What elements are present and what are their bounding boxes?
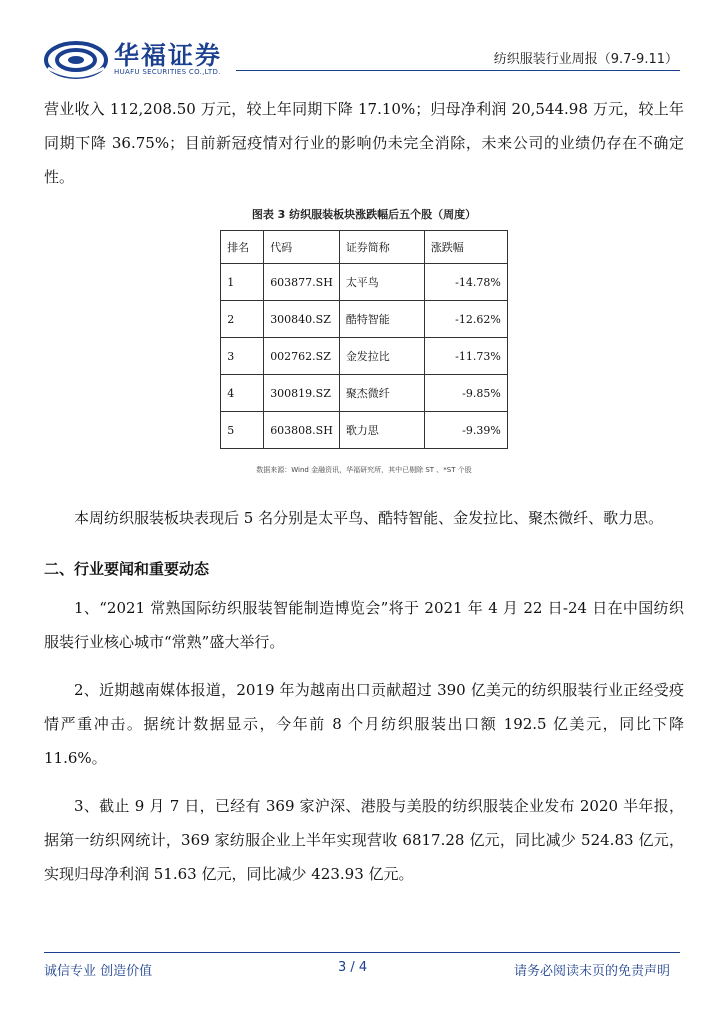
summary-paragraph: 本周纺织服装板块表现后 5 名分别是太平鸟、酷特智能、金发拉比、聚杰微纤、歌力思。: [74, 509, 664, 527]
name-cell: 酷特智能: [339, 301, 424, 338]
footer-divider: [44, 952, 680, 953]
document-body: [44, 92, 684, 891]
code-cell: 300840.SZ: [264, 301, 340, 338]
table-row: [221, 412, 508, 449]
column-header-rank: 排名: [221, 231, 264, 264]
name-cell: 太平鸟: [339, 264, 424, 301]
column-header-code: 代码: [264, 231, 340, 264]
column-header-change: 涨跌幅: [424, 231, 507, 264]
table-header-row: [221, 231, 508, 264]
report-title: 纺织服装行业周报（9.7-9.11）: [493, 52, 678, 67]
page-number: 3 / 4: [338, 960, 368, 975]
rank-cell: 4: [221, 375, 264, 412]
change-cell: -12.62%: [424, 301, 507, 338]
news-item-2: 2、近期越南媒体报道，2019 年为越南出口贡献超过 390 亿美元的纺织服装行业正经受疫情严重冲击。据统计数据显示，今年前 8 个月纺织服装出口额 192.5 亿美元，同比下降 11.6%。: [44, 681, 684, 767]
section-heading: 二、行业要闻和重要动态: [44, 560, 210, 578]
change-cell: -9.39%: [424, 412, 507, 449]
brand-name-cn: 华福证券: [114, 41, 223, 70]
brand-logo: [44, 38, 234, 84]
name-cell: 歌力思: [339, 412, 424, 449]
change-cell: -11.73%: [424, 338, 507, 375]
code-cell: 002762.SZ: [264, 338, 340, 375]
change-cell: -14.78%: [424, 264, 507, 301]
bottom-five-stocks-table: [220, 230, 508, 449]
rank-cell: 3: [221, 338, 264, 375]
news-item-3: 3、截止 9 月 7 日，已经有 369 家沪深、港股与美股的纺织服装企业发布 2020 半年报，据第一纺织网统计，369 家纺服企业上半年实现营收 6817.28 亿元，同比减少 524.83 亿元，实现归母净利润 51.63 亿元，同比减少 423.93 亿元。: [44, 797, 684, 883]
table-row: [221, 264, 508, 301]
data-source-note: 数据来源：Wind 金融资讯，华福研究所，其中已剔除 ST 、*ST 个股: [256, 466, 472, 474]
huafu-logo-icon: [44, 40, 108, 80]
column-header-name: 证券简称: [339, 231, 424, 264]
table-row: [221, 301, 508, 338]
rank-cell: 2: [221, 301, 264, 338]
intro-paragraph: 营业收入 112,208.50 万元，较上年同期下降 17.10%；归母净利润 20,544.98 万元，较上年同期下降 36.75%；目前新冠疫情对行业的影响仍未完全消除，未来公司的业绩仍存在不确定性。: [44, 100, 684, 186]
rank-cell: 5: [221, 412, 264, 449]
code-cell: 300819.SZ: [264, 375, 340, 412]
footer-slogan: 诚信专业 创造价值: [44, 964, 153, 979]
change-cell: -9.85%: [424, 375, 507, 412]
disclaimer-notice: 请务必阅读末页的免责声明: [513, 964, 670, 979]
header-divider: [236, 70, 680, 71]
news-item-1: 1、“2021 常熟国际纺织服装智能制造博览会”将于 2021 年 4 月 22 日-24 日在中国纺织服装行业核心城市“常熟”盛大举行。: [44, 599, 684, 651]
page-header: [0, 0, 724, 92]
figure-title: 图表 3 纺织服装板块涨跌幅后五个股（周度）: [251, 208, 477, 221]
page-footer: [0, 952, 724, 992]
name-cell: 聚杰微纤: [339, 375, 424, 412]
table-row: [221, 338, 508, 375]
name-cell: 金发拉比: [339, 338, 424, 375]
rank-cell: 1: [221, 264, 264, 301]
brand-name-en: HUAFU SECURITIES CO.,LTD.: [114, 68, 221, 76]
code-cell: 603877.SH: [264, 264, 340, 301]
code-cell: 603808.SH: [264, 412, 340, 449]
table-row: [221, 375, 508, 412]
